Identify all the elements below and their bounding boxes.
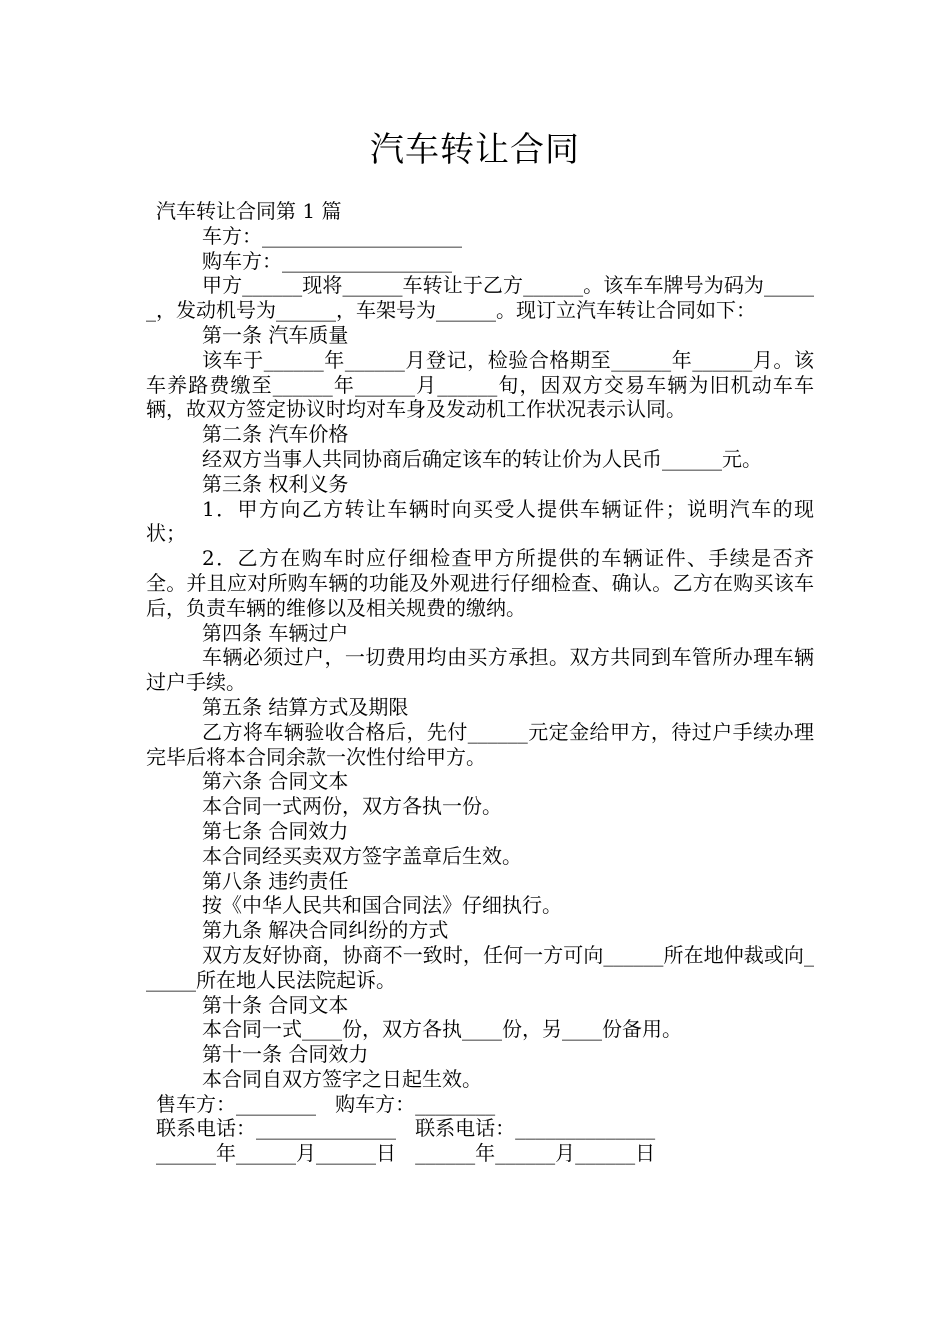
article-3-heading: 第三条 权利义务 — [202, 471, 349, 496]
article-1-text: 该车于______年______月登记，检验合格期至______年______月。该车养路费缴至______年______月______旬，因双方交易车辆为旧机动车车辆，故双方签定协议时均对车身及发动机工作状况表示认同。 — [146, 347, 814, 422]
signature-phones: 联系电话：______________ 联系电话：______________ — [156, 1116, 656, 1141]
article-8-heading: 第八条 违约责任 — [202, 868, 349, 893]
signature-parties: 售车方：________ 购车方：________ — [156, 1091, 496, 1116]
article-6-text: 本合同一式两份，双方各执一份。 — [202, 794, 502, 819]
article-5-heading: 第五条 结算方式及期限 — [202, 694, 409, 719]
article-9-heading: 第九条 解决合同纠纷的方式 — [202, 918, 449, 943]
seller-line: 车方：____________________ — [202, 223, 462, 248]
article-8-text: 按《中华人民共和国合同法》仔细执行。 — [202, 893, 562, 918]
document-subtitle: 汽车转让合同第 1 篇 — [156, 199, 342, 223]
document-title: 汽车转让合同 — [370, 130, 580, 170]
article-10-heading: 第十条 合同文本 — [202, 992, 349, 1017]
article-1-heading: 第一条 汽车质量 — [202, 322, 349, 347]
article-7-heading: 第七条 合同效力 — [202, 818, 349, 843]
article-5-text: 乙方将车辆验收合格后，先付______元定金给甲方，待过户手续办理完毕后将本合同余款一次性付给甲方。 — [146, 719, 814, 769]
article-3-item-1: 1．甲方向乙方转让车辆时向买受人提供车辆证件；说明汽车的现状； — [146, 496, 814, 546]
signature-dates: ______年______月______日 ______年______月______日 — [156, 1141, 656, 1166]
article-2-heading: 第二条 汽车价格 — [202, 422, 349, 447]
article-4-text: 车辆必须过户，一切费用均由买方承担。双方共同到车管所办理车辆过户手续。 — [146, 645, 814, 695]
article-7-text: 本合同经买卖双方签字盖章后生效。 — [202, 843, 522, 868]
article-11-text: 本合同自双方签字之日起生效。 — [202, 1066, 482, 1091]
article-6-heading: 第六条 合同文本 — [202, 769, 349, 794]
document-body — [146, 199, 814, 1166]
article-9-text: 双方友好协商，协商不一致时，任何一方可向______所在地仲裁或向______所在地人民法院起诉。 — [146, 942, 814, 992]
article-3-item-2: 2．乙方在购车时应仔细检查甲方所提供的车辆证件、手续是否齐全。并且应对所购车辆的功能及外观进行仔细检查、确认。乙方在购买该车后，负责车辆的维修以及相关规费的缴纳。 — [146, 546, 814, 620]
article-11-heading: 第十一条 合同效力 — [202, 1042, 369, 1067]
article-4-heading: 第四条 车辆过户 — [202, 620, 349, 645]
article-10-text: 本合同一式____份，双方各执____份，另____份备用。 — [202, 1017, 682, 1042]
buyer-line: 购车方：_________________ — [202, 248, 452, 273]
article-2-text: 经双方当事人共同协商后确定该车的转让价为人民币______元。 — [202, 446, 762, 471]
intro-paragraph: 甲方______现将______车转让于乙方______。该车车牌号为码为______，发动机号为______，车架号为______。现订立汽车转让合同如下： — [146, 273, 814, 323]
